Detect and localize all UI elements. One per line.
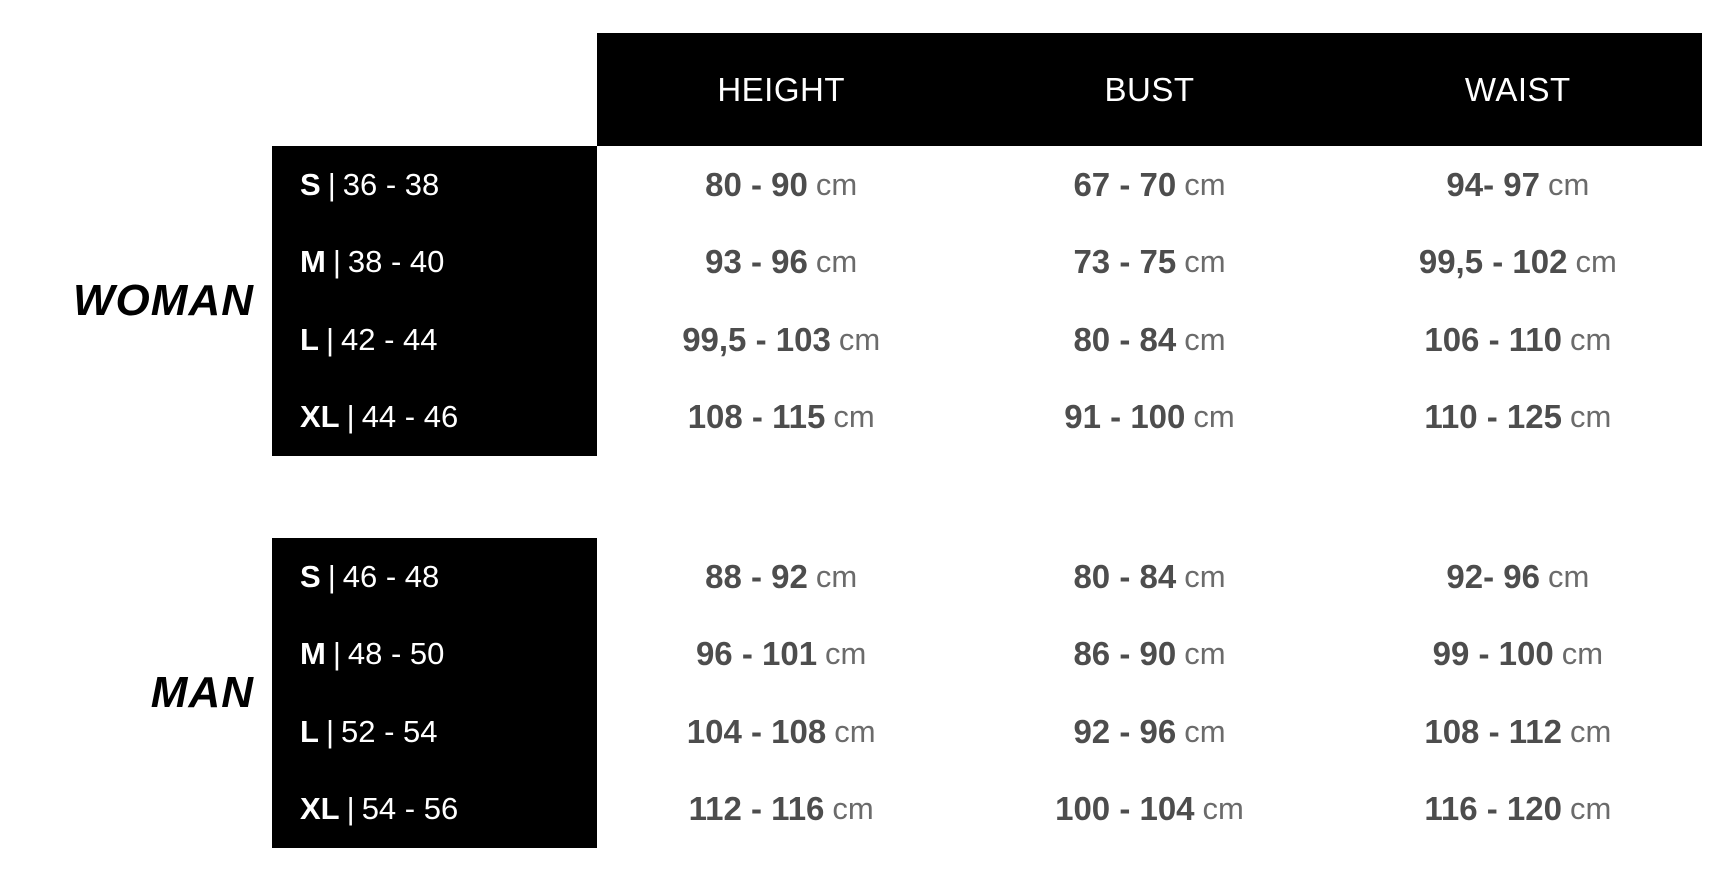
cell-height (597, 771, 965, 849)
size-code: L (300, 713, 319, 749)
column-header-height: HEIGHT (717, 70, 845, 108)
size-code: M (300, 636, 326, 672)
cell-value: 88 - 92 (705, 557, 808, 595)
table-row (272, 616, 597, 694)
cell-value: 93 - 96 (705, 243, 808, 281)
size-separator: | (346, 399, 355, 435)
size-eu: 36 - 38 (342, 166, 440, 202)
cell-height (597, 379, 965, 457)
cell-value: 100 - 104 (1055, 790, 1195, 828)
measure-columns-woman (597, 146, 1702, 456)
group-label-woman: WOMAN (73, 276, 254, 325)
cell-bust (965, 538, 1333, 616)
cell-value: 80 - 84 (1073, 320, 1177, 358)
cell-unit: cm (825, 636, 867, 672)
measure-column-height (597, 538, 965, 848)
cell-height (597, 301, 965, 379)
size-eu: 46 - 48 (342, 558, 440, 594)
table-row (272, 146, 597, 224)
cell-height (597, 146, 965, 224)
size-separator: | (346, 791, 355, 827)
cell-unit: cm (1547, 166, 1590, 202)
table-row (272, 224, 597, 302)
table-row (272, 771, 597, 849)
cell-waist (1334, 301, 1702, 379)
cell-value: 116 - 120 (1424, 790, 1562, 828)
size-separator: | (327, 558, 336, 594)
cell-unit: cm (1569, 399, 1612, 435)
measure-column-bust (965, 538, 1333, 848)
size-separator: | (325, 713, 334, 749)
size-code: XL (300, 399, 340, 435)
cell-value: 86 - 90 (1073, 635, 1177, 673)
cell-unit: cm (815, 558, 858, 594)
cell-unit: cm (834, 713, 876, 749)
cell-value: 94- 97 (1446, 165, 1540, 203)
cell-unit: cm (1184, 636, 1226, 672)
cell-value: 110 - 125 (1424, 398, 1562, 436)
cell-bust (965, 224, 1333, 302)
cell-value: 80 - 90 (705, 165, 808, 203)
cell-unit: cm (1569, 713, 1612, 749)
size-eu: 48 - 50 (347, 636, 445, 672)
size-column-man (272, 538, 597, 848)
cell-value: 106 - 110 (1424, 320, 1562, 358)
cell-unit: cm (1184, 166, 1226, 202)
cell-waist (1334, 379, 1702, 457)
cell-unit: cm (1193, 399, 1235, 435)
table-row (272, 379, 597, 457)
cell-value: 73 - 75 (1073, 243, 1177, 281)
cell-unit: cm (833, 399, 875, 435)
size-eu: 52 - 54 (341, 713, 438, 749)
cell-bust (965, 693, 1333, 771)
cell-waist (1334, 146, 1702, 224)
cell-unit: cm (815, 166, 858, 202)
size-eu: 44 - 46 (361, 399, 459, 435)
cell-value: 80 - 84 (1073, 557, 1177, 595)
cell-bust (965, 616, 1333, 694)
measure-column-waist (1334, 538, 1702, 848)
cell-bust (965, 379, 1333, 457)
size-separator: | (332, 636, 341, 672)
cell-height (597, 616, 965, 694)
cell-unit: cm (815, 244, 858, 280)
column-header-waist: WAIST (1464, 70, 1571, 108)
cell-unit: cm (838, 321, 881, 357)
cell-height (597, 224, 965, 302)
size-eu: 54 - 56 (361, 791, 459, 827)
measure-column-height (597, 146, 965, 456)
cell-unit: cm (1184, 713, 1226, 749)
column-header-bust: BUST (1104, 70, 1195, 108)
cell-value: 99 - 100 (1432, 635, 1554, 673)
cell-unit: cm (1547, 558, 1590, 594)
measure-columns-man (597, 538, 1702, 848)
table-row (272, 693, 597, 771)
size-code: M (300, 244, 326, 280)
cell-unit: cm (1575, 244, 1617, 280)
cell-bust (965, 771, 1333, 849)
measure-column-waist (1334, 146, 1702, 456)
group-label-man: MAN (150, 668, 254, 717)
size-eu: 42 - 44 (341, 321, 438, 357)
cell-unit: cm (1561, 636, 1604, 672)
cell-bust (965, 146, 1333, 224)
cell-value: 104 - 108 (686, 712, 827, 750)
group-woman (0, 146, 1711, 456)
cell-waist (1334, 224, 1702, 302)
size-code: L (300, 321, 319, 357)
cell-unit: cm (1569, 791, 1612, 827)
size-eu: 38 - 40 (347, 244, 445, 280)
cell-value: 112 - 116 (688, 790, 825, 828)
cell-value: 67 - 70 (1073, 165, 1177, 203)
cell-unit: cm (1202, 791, 1244, 827)
cell-value: 92- 96 (1446, 557, 1540, 595)
cell-height (597, 538, 965, 616)
size-separator: | (327, 166, 336, 202)
cell-height (597, 693, 965, 771)
table-header-band (597, 33, 1702, 146)
cell-waist (1334, 538, 1702, 616)
cell-waist (1334, 771, 1702, 849)
cell-waist (1334, 616, 1702, 694)
size-code: S (300, 558, 321, 594)
cell-unit: cm (1569, 321, 1612, 357)
cell-value: 108 - 112 (1424, 712, 1562, 750)
cell-waist (1334, 693, 1702, 771)
cell-unit: cm (1184, 558, 1226, 594)
measure-column-bust (965, 146, 1333, 456)
cell-value: 96 - 101 (695, 635, 818, 673)
cell-value: 99,5 - 103 (682, 320, 831, 358)
size-code: S (300, 166, 321, 202)
table-row (272, 538, 597, 616)
cell-unit: cm (1184, 244, 1226, 280)
group-man (0, 538, 1711, 848)
cell-value: 92 - 96 (1073, 712, 1177, 750)
table-row (272, 301, 597, 379)
size-separator: | (325, 321, 334, 357)
cell-unit: cm (1184, 321, 1226, 357)
size-column-woman (272, 146, 597, 456)
cell-value: 91 - 100 (1064, 398, 1186, 436)
cell-value: 108 - 115 (687, 398, 826, 436)
size-code: XL (300, 791, 340, 827)
cell-unit: cm (832, 791, 874, 827)
size-separator: | (332, 244, 341, 280)
cell-value: 99,5 - 102 (1418, 243, 1568, 281)
cell-bust (965, 301, 1333, 379)
